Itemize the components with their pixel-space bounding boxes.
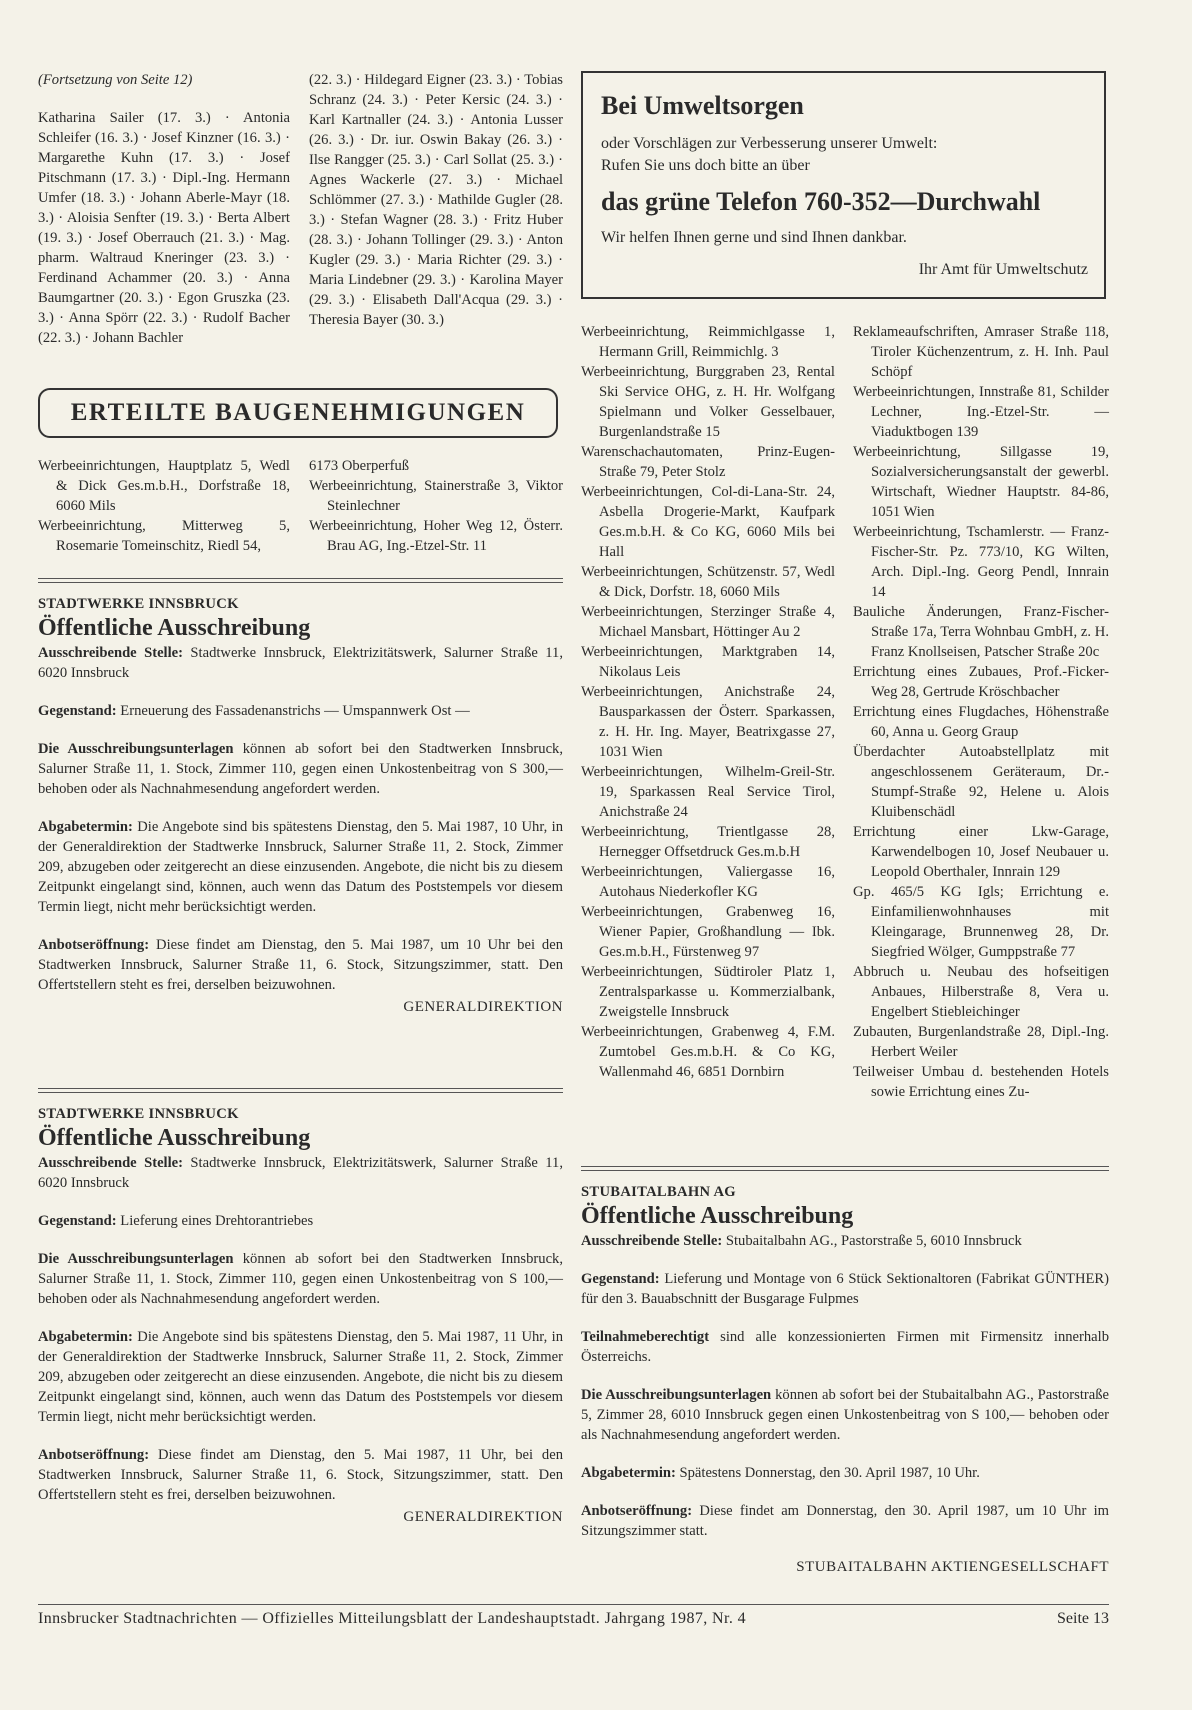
bau-item: Teilweiser Umbau d. bestehenden Hotels sowie Errichtung eines Zu- xyxy=(853,1064,1109,1100)
umwelt-box xyxy=(581,71,1106,299)
tender-sign: GENERALDIREKTION xyxy=(403,1509,563,1525)
tender-title: Öffentliche Ausschreibung xyxy=(38,615,311,641)
bau-right-col xyxy=(309,456,563,556)
tender-2 xyxy=(38,1106,563,1526)
bau-item: Warenschachautomaten, Prinz-Eugen-Straße 79, Peter Stolz xyxy=(581,444,835,480)
bau-item: Werbeeinrichtung, Stainerstraße 3, Viktor Steinlechner xyxy=(309,478,563,514)
bau-item: Werbeeinrichtung, Mitterweg 5, Rosemarie Tomeinschitz, Riedl 54, xyxy=(38,518,290,554)
umwelt-sign: Ihr Amt für Umweltschutz xyxy=(918,261,1088,278)
page-number: Seite 13 xyxy=(1057,1610,1109,1627)
tender-para: Gegenstand: Lieferung eines Drehtorantriebes xyxy=(38,1213,314,1229)
tender-kicker: STADTWERKE INNSBRUCK xyxy=(38,596,239,612)
baugenehmigungen-heading-box xyxy=(38,388,558,438)
bau-item: Gp. 465/5 KG Igls; Errichtung e. Einfamilienwohnhauses mit Kleingarage, Brunnenweg 28, Dr. Siegfried Wölger, Gumppstraße 77 xyxy=(853,884,1109,960)
bau-item: Abbruch u. Neubau des hofseitigen Anbaues, Hilberstraße 8, Vera u. Engelbert Stiebleichinger xyxy=(853,964,1109,1020)
bau-item: Werbeeinrichtung, Tschamlerstr. — Franz-Fischer-Str. Pz. 773/10, KG Wilten, Arch. Dipl.-Ing. Georg Pendl, Innrain 14 xyxy=(853,524,1109,600)
tender-para: Gegenstand: Lieferung und Montage von 6 Stück Sektionaltoren (Fabrikat GÜNTHER) für den 3. Bauabschnitt der Busgarage Fulpmes xyxy=(581,1271,1109,1307)
bau-item: Werbeeinrichtungen, Anichstraße 24, Bausparkassen der Österr. Sparkassen, z. H. Hr. Ing. Mayer, Beatrixgasse 27, 1031 Wien xyxy=(581,684,835,760)
umwelt-line2: Rufen Sie uns doch bitte an über xyxy=(601,157,810,174)
tender-para: Anbotseröffnung: Diese findet am Dienstag, den 5. Mai 1987, um 10 Uhr bei den Stadtwerken Innsbruck, Salurner Straße 11, 6. Stock, Sitzungszimmer, statt. Den Offertstellern steht es frei, derselben beizuwohnen. xyxy=(38,937,563,993)
footer-rule xyxy=(38,1604,1109,1605)
tender-sign: STUBAITALBAHN AKTIENGESELLSCHAFT xyxy=(796,1559,1109,1575)
tender-1 xyxy=(38,596,563,1016)
tender-para: Ausschreibende Stelle: Stadtwerke Innsbruck, Elektrizitätswerk, Salurner Straße 11, 6020 Innsbruck xyxy=(38,645,563,681)
bau-item: Werbeeinrichtungen, Schützenstr. 57, Wedl & Dick, Dorfstr. 18, 6060 Mils xyxy=(581,564,835,600)
divider xyxy=(581,1166,1109,1171)
umwelt-title: Bei Umweltsorgen xyxy=(601,91,804,120)
tender-para: Ausschreibende Stelle: Stadtwerke Innsbruck, Elektrizitätswerk, Salurner Straße 11, 6020 Innsbruck xyxy=(38,1155,563,1191)
bau-item: Werbeeinrichtung, Burggraben 23, Rental Ski Service OHG, z. H. Hr. Wolfgang Spielmann und Volker Gesselbauer, Burgenlandstraße 15 xyxy=(581,364,835,440)
footer-publication: Innsbrucker Stadtnachrichten — Offizielles Mitteilungsblatt der Landeshauptstadt. Jahrgang 1987, Nr. 4 xyxy=(38,1610,747,1627)
bau-item: Werbeeinrichtungen, Wilhelm-Greil-Str. 19, Sparkassen Real Service Tirol, Anichstraße 24 xyxy=(581,764,835,820)
bau-item: Werbeeinrichtungen, Grabenweg 16, Wiener Papier, Großhandlung — Ibk. Ges.m.b.H., Fürstenweg 97 xyxy=(581,904,835,960)
bau-item: Werbeeinrichtungen, Valiergasse 16, Autohaus Niederkofler KG xyxy=(581,864,835,900)
baugenehmigungen-heading: ERTEILTE BAUGENEHMIGUNGEN xyxy=(70,399,526,426)
names-column-1 xyxy=(38,70,290,348)
tender-para: Abgabetermin: Die Angebote sind bis spätestens Dienstag, den 5. Mai 1987, 11 Uhr, in der Generaldirektion der Stadtwerke Innsbruck, Salurner Straße 11, 2. Stock, Zimmer 209, abzugeben oder zeitgerecht an diese einzusenden. Angebote, die nicht bis zu diesem Zeitpunkt eingelangt sind, können, auch wenn das Datum des Poststempels vor diesem Termin liegt, nicht mehr berücksichtigt werden. xyxy=(38,1329,563,1425)
bau-item: Werbeeinrichtungen, Hauptplatz 5, Wedl & Dick Ges.m.b.H., Dorfstraße 18, 6060 Mils xyxy=(38,458,290,514)
names-column-2: (22. 3.) · Hildegard Eigner (23. 3.) · Tobias Schranz (24. 3.) · Peter Kersic (24. 3.) · Karl Kartnaller (24. 3.) · Antonia Lusser (26. 3.) · Dr. iur. Oswin Bakay (26. 3.) · Ilse Rangger (25. 3.) · Carl Sollat (25. 3.) · Agnes Wackerle (27. 3.) · Michael Schlömmer (27. 3.) · Mathilde Gugler (28. 3.) · Stefan Wagner (28. 3.) · Fritz Huber (28. 3.) · Johann Tollinger (29. 3.) · Anton Kugler (29. 3.) · Maria Richter (29. 3.) · Maria Lindebner (29. 3.) · Karolina Mayer (29. 3.) · Elisabeth Dall'Acqua (29. 3.) · Theresia Bayer (30. 3.) xyxy=(309,72,563,328)
tender-kicker: STADTWERKE INNSBRUCK xyxy=(38,1106,239,1122)
bau-item: Werbeeinrichtungen, Sterzinger Straße 4, Michael Mansbart, Höttinger Au 2 xyxy=(581,604,835,640)
umwelt-phone: das grüne Telefon 760-352—Durchwahl xyxy=(601,187,1041,216)
bau-col-a xyxy=(581,322,835,1082)
bau-item: Werbeeinrichtung, Trientlgasse 28, Hernegger Offsetdruck Ges.m.b.H xyxy=(581,824,835,860)
bau-left-col xyxy=(38,456,290,556)
tender-para: Die Ausschreibungsunterlagen können ab sofort bei der Stubaitalbahn AG., Pastorstraße 5, Zimmer 28, 6010 Innsbruck gegen einen Unkostenbeitrag von S 100,— behoben oder als Nachnahmesendung angefordert werden. xyxy=(581,1387,1109,1443)
tender-kicker: STUBAITALBAHN AG xyxy=(581,1184,736,1200)
bau-item: 6173 Oberperfuß xyxy=(309,458,410,474)
bau-item: Zubauten, Burgenlandstraße 28, Dipl.-Ing. Herbert Weiler xyxy=(853,1024,1109,1060)
tender-para: Abgabetermin: Spätestens Donnerstag, den 30. April 1987, 10 Uhr. xyxy=(581,1465,980,1481)
bau-item: Überdachter Autoabstellplatz mit angeschlossenem Geräteraum, Dr.-Stumpf-Straße 92, Helene u. Alois Kluibenschädl xyxy=(853,744,1109,820)
bau-col-b xyxy=(853,322,1109,1102)
tender-title: Öffentliche Ausschreibung xyxy=(581,1203,854,1229)
tender-3 xyxy=(581,1184,1109,1576)
bau-item: Werbeeinrichtungen, Marktgraben 14, Nikolaus Leis xyxy=(581,644,835,680)
bau-item: Werbeeinrichtungen, Südtiroler Platz 1, Zentralsparkasse u. Kommerzialbank, Zweigstelle Innsbruck xyxy=(581,964,835,1020)
divider xyxy=(38,1088,563,1093)
tender-title: Öffentliche Ausschreibung xyxy=(38,1125,311,1151)
tender-para: Anbotseröffnung: Diese findet am Donnerstag, den 30. April 1987, um 10 Uhr im Sitzungszimmer statt. xyxy=(581,1503,1109,1539)
bau-item: Bauliche Änderungen, Franz-Fischer-Straße 17a, Terra Wohnbau GmbH, z. H. Franz Knollseisen, Patscher Straße 20c xyxy=(853,604,1109,660)
umwelt-line1: oder Vorschlägen zur Verbesserung unserer Umwelt: xyxy=(601,135,938,152)
tender-para: Teilnahmeberechtigt sind alle konzessionierten Firmen mit Firmensitz innerhalb Österreichs. xyxy=(581,1329,1109,1365)
bau-item: Errichtung einer Lkw-Garage, Karwendelbogen 10, Josef Neubauer u. Leopold Oberthaler, Innrain 129 xyxy=(853,824,1109,880)
tender-para: Ausschreibende Stelle: Stubaitalbahn AG., Pastorstraße 5, 6010 Innsbruck xyxy=(581,1233,1022,1249)
tender-sign: GENERALDIREKTION xyxy=(403,999,563,1015)
bau-item: Errichtung eines Flugdaches, Höhenstraße 60, Anna u. Georg Graup xyxy=(853,704,1109,740)
bau-item: Werbeeinrichtungen, Innstraße 81, Schilder Lechner, Ing.-Etzel-Str. — Viaduktbogen 139 xyxy=(853,384,1109,440)
tender-para: Abgabetermin: Die Angebote sind bis spätestens Dienstag, den 5. Mai 1987, 10 Uhr, in der Generaldirektion der Stadtwerke Innsbruck, Salurner Straße 11, 2. Stock, Zimmer 209, abzugeben oder zeitgerecht an diese einzusenden. Angebote, die nicht bis zu diesem Zeitpunkt eingelangt sind, können, auch wenn das Datum des Poststempels vor diesem Termin liegt, nicht mehr berücksichtigt werden. xyxy=(38,819,563,915)
bau-item: Werbeeinrichtung, Hoher Weg 12, Österr. Brau AG, Ing.-Etzel-Str. 11 xyxy=(309,518,563,554)
bau-item: Reklameaufschriften, Amraser Straße 118, Tiroler Küchenzentrum, z. H. Inh. Paul Schöpf xyxy=(853,324,1109,380)
continued-note: (Fortsetzung von Seite 12) xyxy=(38,72,193,88)
bau-item: Werbeeinrichtung, Sillgasse 19, Sozialversicherungsanstalt der gewerbl. Wirtschaft, Wiedner Hauptstr. 84-86, 1051 Wien xyxy=(853,444,1109,520)
tender-para: Die Ausschreibungsunterlagen können ab sofort bei den Stadtwerken Innsbruck, Salurner Straße 11, 1. Stock, Zimmer 110, gegen einen Unkostenbeitrag von S 300,— behoben oder als Nachnahmesendung angefordert werden. xyxy=(38,741,563,797)
bau-item: Werbeeinrichtungen, Grabenweg 4, F.M. Zumtobel Ges.m.b.H. & Co KG, Wallenmahd 46, 6851 Dornbirn xyxy=(581,1024,835,1080)
umwelt-line3: Wir helfen Ihnen gerne und sind Ihnen dankbar. xyxy=(601,229,907,246)
bau-item: Werbeeinrichtung, Reimmichlgasse 1, Hermann Grill, Reimmichlg. 3 xyxy=(581,324,835,360)
divider xyxy=(38,578,563,583)
bau-item: Errichtung eines Zubaues, Prof.-Ficker-Weg 28, Gertrude Kröschbacher xyxy=(853,664,1109,700)
names-text-1: Katharina Sailer (17. 3.) · Antonia Schleifer (16. 3.) · Josef Kinzner (16. 3.) · Margarethe Kuhn (17. 3.) · Josef Pitschmann (17. 3.) · Dipl.-Ing. Hermann Umfer (18. 3.) · Johann Aberle-Mayr (18. 3.) · Aloisia Senfter (19. 3.) · Berta Albert (19. 3.) · Josef Oberrauch (21. 3.) · Mag. pharm. Waltraud Kneringer (23. 3.) · Ferdinand Achammer (20. 3.) · Anna Baumgartner (20. 3.) · Egon Gruszka (23. 3.) · Anna Spörr (22. 3.) · Rudolf Bacher (22. 3.) · Johann Bachler xyxy=(38,110,290,346)
tender-para: Die Ausschreibungsunterlagen können ab sofort bei den Stadtwerken Innsbruck, Salurner Straße 11, 1. Stock, Zimmer 110, gegen einen Unkostenbeitrag von S 100,— behoben oder als Nachnahmesendung angefordert werden. xyxy=(38,1251,563,1307)
tender-para: Gegenstand: Erneuerung des Fassadenanstrichs — Umspannwerk Ost — xyxy=(38,703,470,719)
tender-para: Anbotseröffnung: Diese findet am Dienstag, den 5. Mai 1987, 11 Uhr, bei den Stadtwerken Innsbruck, Salurner Straße 11, 6. Stock, Sitzungszimmer, statt. Den Offertstellern steht es frei, derselben beizuwohnen. xyxy=(38,1447,563,1503)
bau-item: Werbeeinrichtungen, Col-di-Lana-Str. 24, Asbella Drogerie-Markt, Kaufpark Ges.m.b.H. & Co KG, 6060 Mils bei Hall xyxy=(581,484,835,560)
